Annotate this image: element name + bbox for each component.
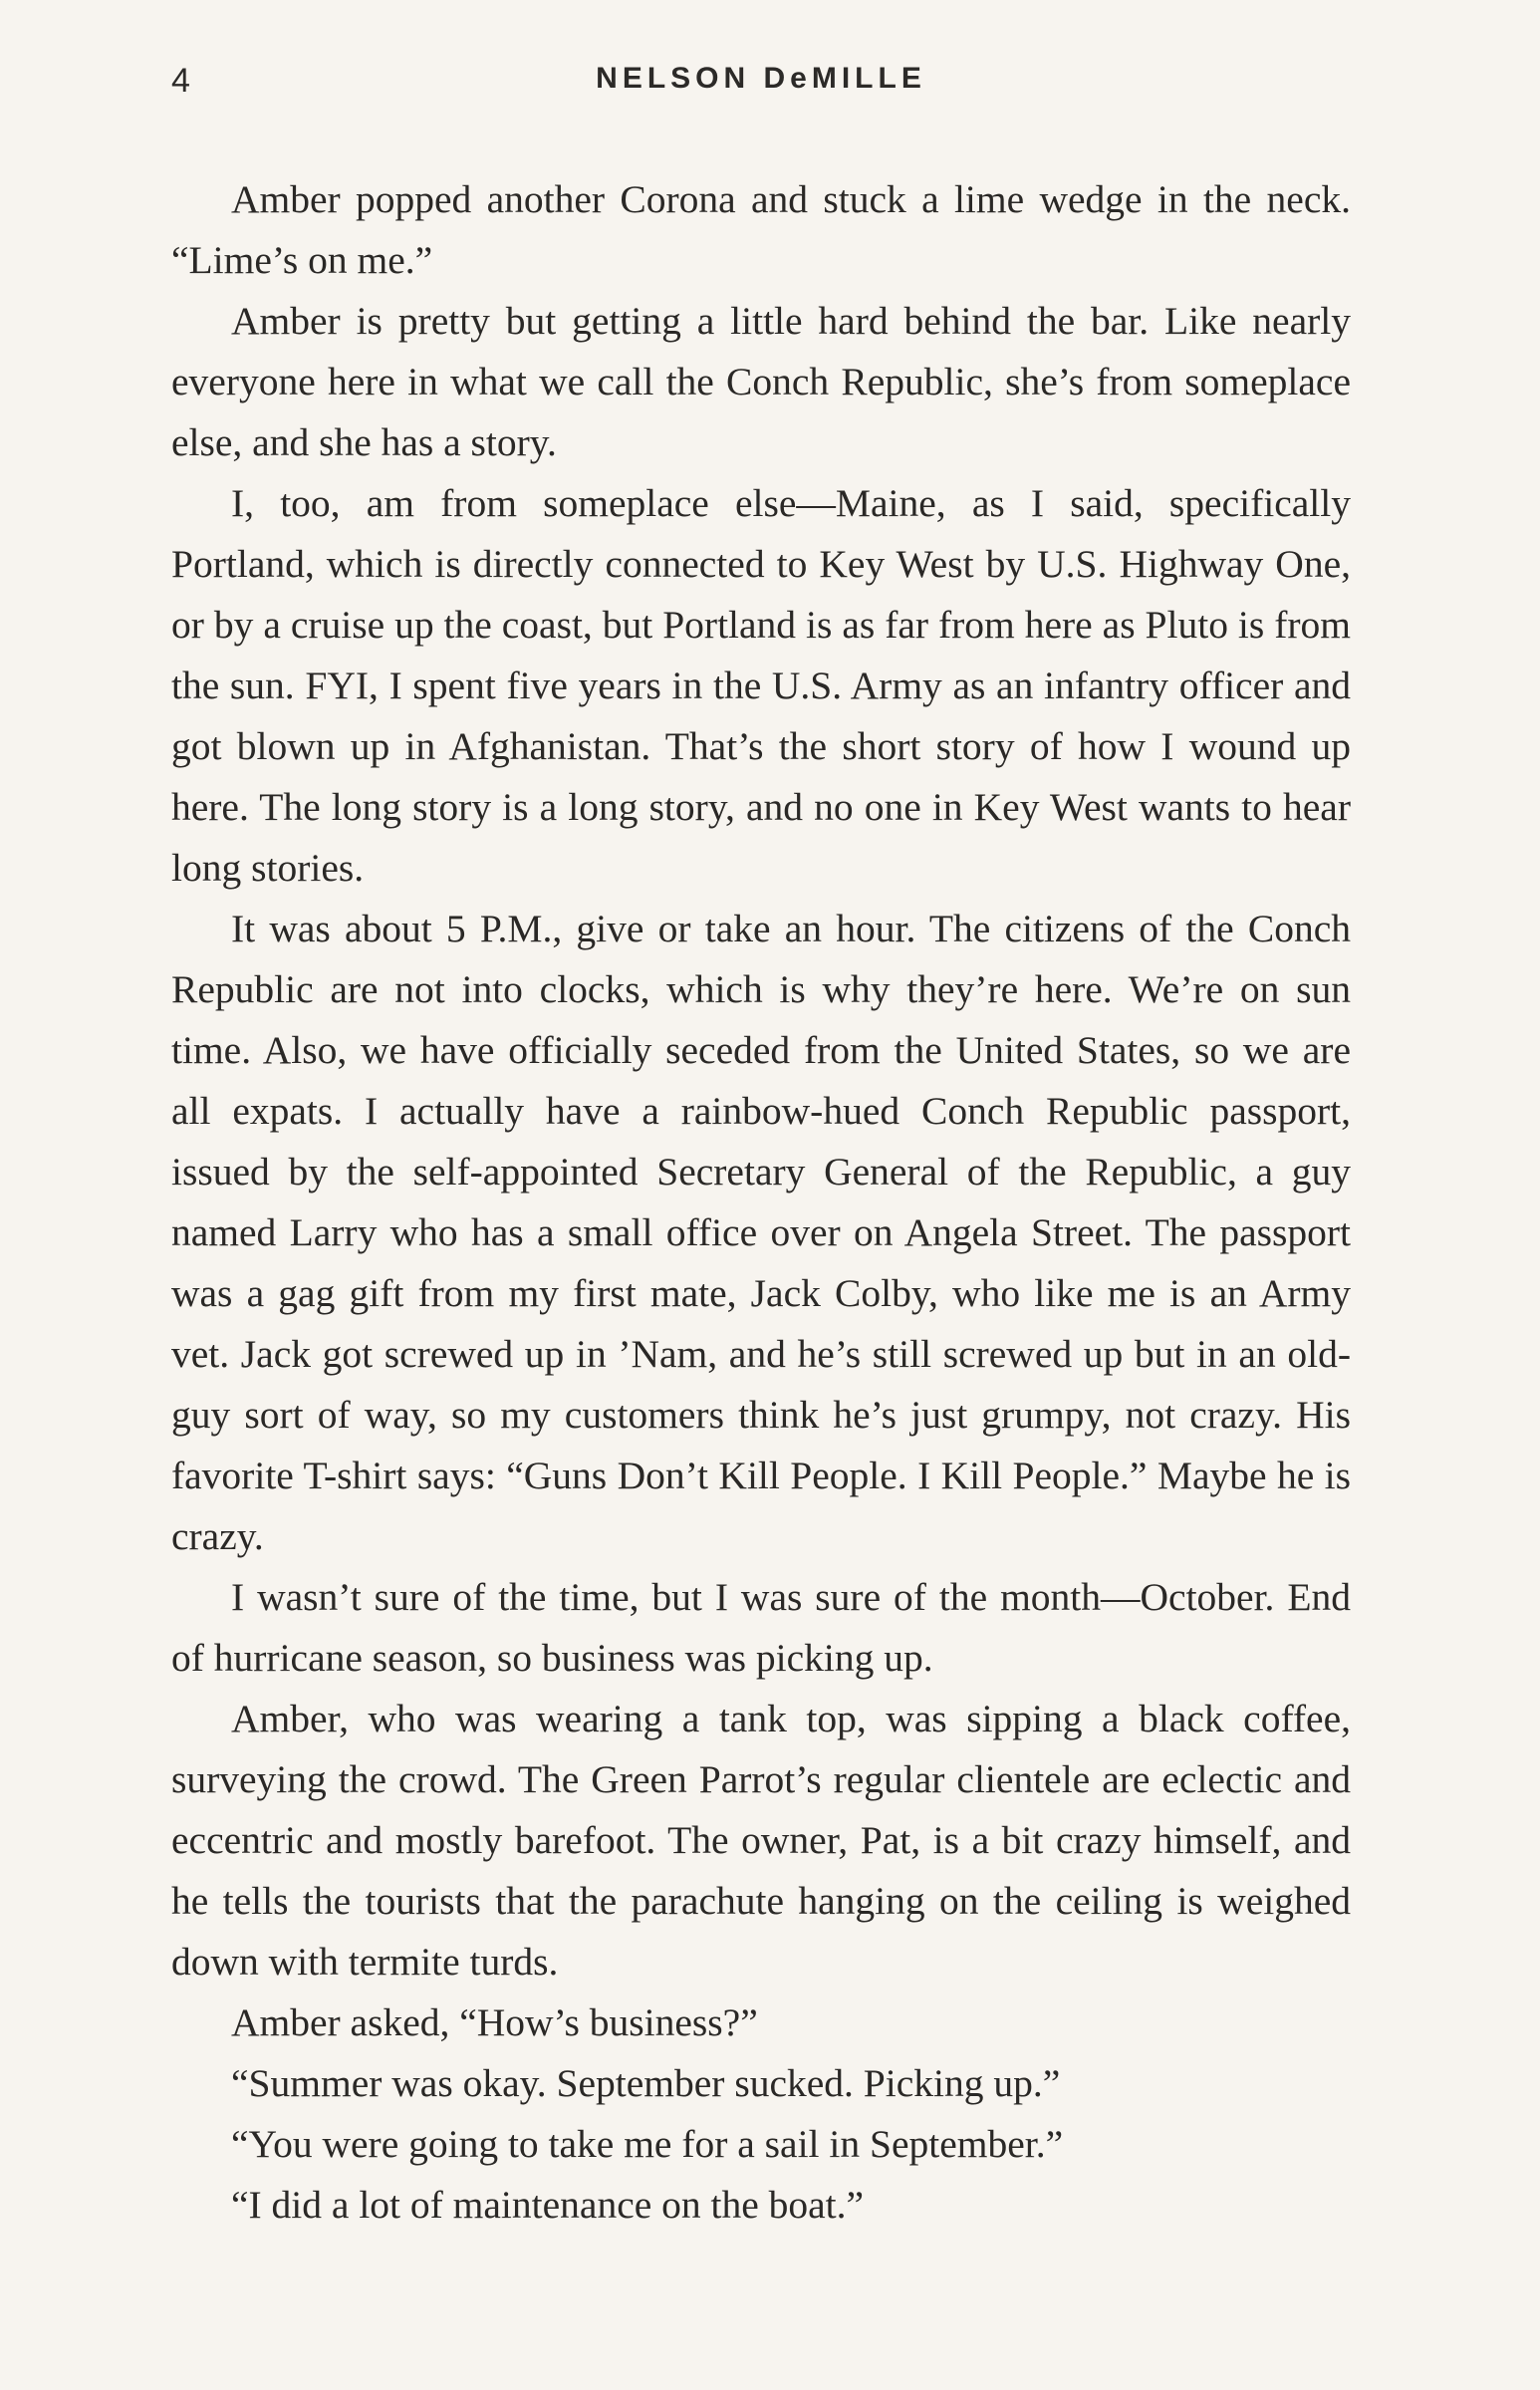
- paragraph: Amber asked, “How’s business?”: [231, 2000, 758, 2044]
- paragraph: Amber is pretty but getting a little hard behind the bar. Like nearly everyone here in what we call the Conch Republic, she’s from someplace else, and she has a story.: [171, 299, 1351, 464]
- paragraph: Amber popped another Corona and stuck a lime wedge in the neck. “Lime’s on me.”: [171, 177, 1351, 282]
- paragraph: It was about 5 P.M., give or take an hour. The citizens of the Conch Republic are not into clocks, which is why they’re here. We’re on sun time. Also, we have officially seceded from the United States, so we are all expats. I actually have a rainbow-hued Conch Republic passport, issued by the self-appointed Secretary General of the Republic, a guy named Larry who has a small office over on Angela Street. The passport was a gag gift from my first mate, Jack Colby, who like me is an Army vet. Jack got screwed up in ’Nam, and he’s still screwed up but in an old-guy sort of way, so my customers think he’s just grumpy, not crazy. His favorite T-shirt says: “Guns Don’t Kill People. I Kill People.” Maybe he is crazy.: [171, 907, 1351, 1558]
- body-text: [171, 169, 1351, 2236]
- author-name: NELSON DeMILLE: [596, 62, 926, 95]
- paragraph: “I did a lot of maintenance on the boat.”: [231, 2183, 865, 2227]
- page-number: 4: [171, 62, 191, 100]
- paragraph: “You were going to take me for a sail in September.”: [231, 2122, 1064, 2166]
- paragraph: I wasn’t sure of the time, but I was sure of the month—October. End of hurricane season, so business was picking up.: [171, 1575, 1351, 1680]
- paragraph: Amber, who was wearing a tank top, was sipping a black coffee, surveying the crowd. The Green Parrot’s regular clientele are eclectic and eccentric and mostly barefoot. The owner, Pat, is a bit crazy himself, and he tells the tourists that the parachute hanging on the ceiling is weighed down with termite turds.: [171, 1697, 1351, 1984]
- paragraph: I, too, am from someplace else—Maine, as I said, specifically Portland, which is directly connected to Key West by U.S. Highway One, or by a cruise up the coast, but Portland is as far from here as Pluto is from the sun. FYI, I spent five years in the U.S. Army as an infantry officer and got blown up in Afghanistan. That’s the short story of how I wound up here. The long story is a long story, and no one in Key West wants to hear long stories.: [171, 481, 1351, 890]
- paragraph: “Summer was okay. September sucked. Picking up.”: [231, 2061, 1061, 2105]
- running-head: [171, 62, 1351, 122]
